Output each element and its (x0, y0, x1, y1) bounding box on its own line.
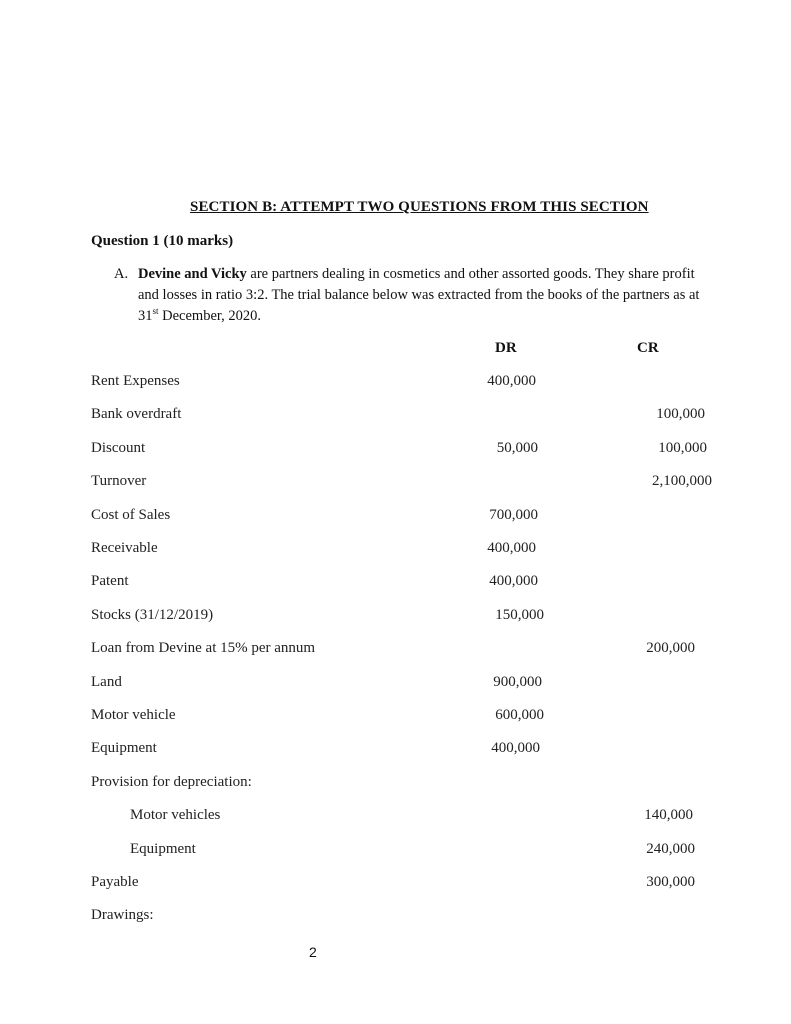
dr-amount: 400,000 (491, 740, 540, 756)
dr-amount: 700,000 (489, 507, 538, 523)
row-label: Equipment (91, 740, 157, 756)
cr-header: CR (637, 340, 659, 356)
row-label: Provision for depreciation: (91, 774, 252, 790)
part-marker: A. (114, 266, 129, 282)
paragraph-text-2: December, 2020. (158, 308, 262, 324)
dr-header: DR (495, 340, 517, 356)
paragraph-text-1: are partners dealing in cosmetics and other assorted goods. They share profit and losses in ratio 3:2. The trial balance below was extracted from the books of the partners as at 31 (138, 266, 700, 324)
row-label: Stocks (31/12/2019) (91, 607, 214, 623)
row-label: Payable (91, 874, 139, 890)
page-number: 2 (309, 944, 317, 960)
dr-amount: 50,000 (496, 440, 538, 456)
cr-amount: 240,000 (646, 841, 695, 857)
row-label: Turnover (91, 473, 147, 489)
cr-amount: 140,000 (644, 807, 693, 823)
row-label: Discount (91, 440, 146, 456)
row-label: Patent (91, 573, 129, 589)
row-label: Equipment (130, 841, 196, 857)
date-superscript: st (152, 306, 159, 317)
row-label: Land (91, 674, 122, 690)
dr-amount: 150,000 (495, 607, 544, 623)
row-label: Cost of Sales (91, 507, 171, 523)
dr-amount: 900,000 (493, 674, 542, 690)
row-label: Receivable (91, 540, 158, 556)
row-label: Drawings: (91, 907, 154, 923)
question-title: Question 1 (10 marks) (91, 233, 234, 249)
cr-amount: 300,000 (646, 874, 695, 890)
question-paragraph (114, 264, 714, 327)
dr-amount: 400,000 (487, 540, 536, 556)
dr-amount: 400,000 (489, 573, 538, 589)
cr-amount: 100,000 (656, 406, 705, 422)
row-label: Motor vehicles (130, 807, 221, 823)
cr-amount: 2,100,000 (652, 473, 712, 489)
row-label: Rent Expenses (91, 373, 180, 389)
cr-amount: 200,000 (646, 640, 695, 656)
partners-names: Devine and Vicky (138, 266, 247, 282)
row-label: Loan from Devine at 15% per annum (91, 640, 316, 656)
cr-amount: 100,000 (658, 440, 707, 456)
section-title: SECTION B: ATTEMPT TWO QUESTIONS FROM THIS SECTION (190, 199, 649, 215)
row-label: Bank overdraft (91, 406, 182, 422)
dr-amount: 600,000 (495, 707, 544, 723)
paragraph-body (138, 264, 714, 327)
row-label: Motor vehicle (91, 707, 176, 723)
dr-amount: 400,000 (487, 373, 536, 389)
